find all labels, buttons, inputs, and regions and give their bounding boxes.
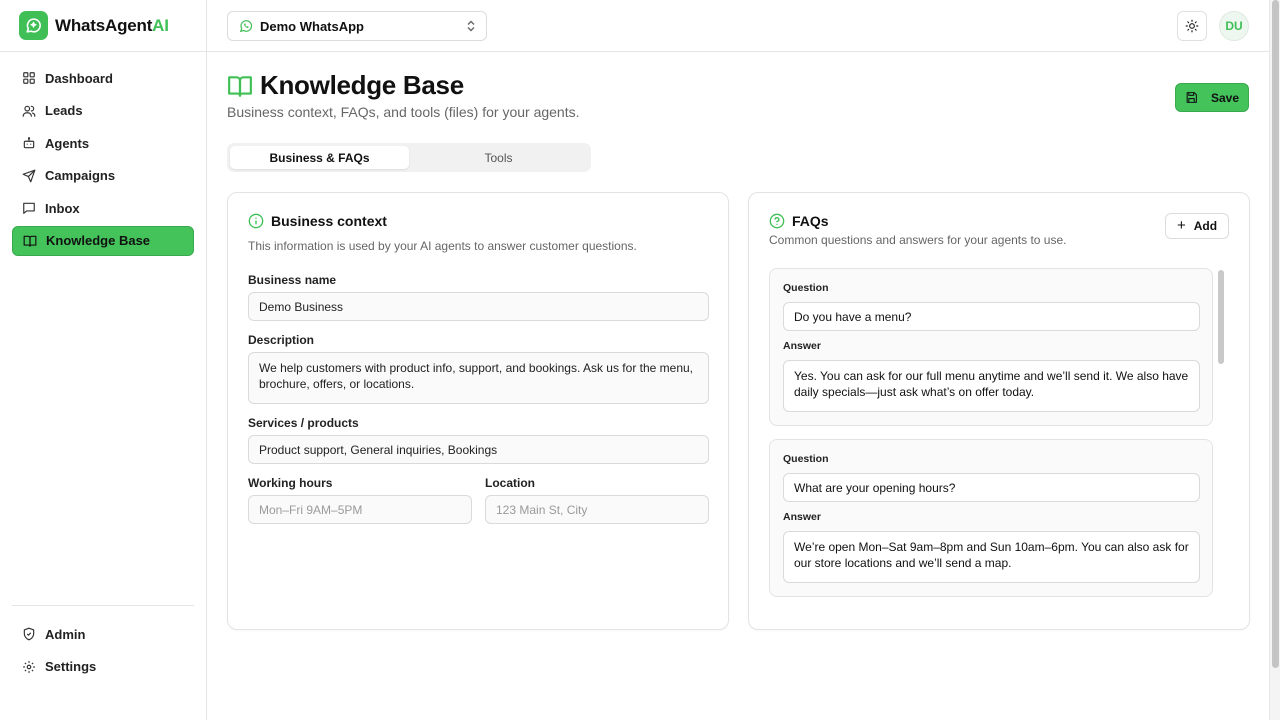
business-name-label: Business name bbox=[248, 273, 337, 287]
sidebar-item-label: Admin bbox=[45, 626, 86, 642]
whatsapp-icon bbox=[239, 19, 253, 33]
book-icon bbox=[227, 73, 253, 99]
question-label: Question bbox=[783, 453, 829, 465]
sidebar-bottom-nav bbox=[12, 619, 194, 684]
add-faq-button[interactable] bbox=[1165, 213, 1229, 239]
brand[interactable] bbox=[0, 0, 206, 52]
location-label: Location bbox=[485, 476, 535, 490]
gear-icon bbox=[22, 660, 36, 674]
sparkle-chat-icon bbox=[19, 11, 48, 40]
business-context-card bbox=[227, 192, 729, 630]
description-textarea[interactable]: We help customers with product info, support, and bookings. Ask us for the menu, brochure, offers, or locations. bbox=[248, 352, 709, 404]
sidebar-item-admin[interactable] bbox=[12, 619, 194, 649]
working-hours-input[interactable]: Mon–Fri 9AM–5PM bbox=[248, 495, 472, 524]
info-icon bbox=[248, 213, 264, 229]
question-input[interactable]: What are your opening hours? bbox=[783, 473, 1200, 502]
services-input[interactable]: Product support, General inquiries, Bookings bbox=[248, 435, 709, 464]
location-input[interactable]: 123 Main St, City bbox=[485, 495, 709, 524]
sidebar-item-label: Agents bbox=[45, 135, 90, 151]
faq-list bbox=[769, 268, 1213, 608]
faqs-header bbox=[769, 213, 829, 229]
sidebar-item-label: Settings bbox=[45, 659, 97, 674]
faqs-card bbox=[748, 192, 1250, 630]
sidebar-nav bbox=[12, 63, 194, 258]
page-subtitle: Business context, FAQs, and tools (files) for your agents. bbox=[227, 104, 580, 120]
avatar[interactable]: DU bbox=[1219, 11, 1249, 41]
add-faq-label: Add bbox=[1193, 219, 1218, 233]
sidebar-item-leads[interactable] bbox=[12, 96, 194, 126]
faq-item bbox=[769, 439, 1213, 597]
answer-label: Answer bbox=[783, 511, 821, 523]
sidebar-item-label: Campaigns bbox=[45, 168, 116, 183]
tab-business-faqs[interactable]: Business & FAQs bbox=[230, 146, 409, 169]
sidebar-item-label: Dashboard bbox=[45, 70, 113, 86]
workspace-select[interactable] bbox=[227, 11, 487, 41]
send-icon bbox=[22, 169, 36, 183]
sidebar-item-agents[interactable] bbox=[12, 128, 194, 158]
question-input[interactable]: Do you have a menu? bbox=[783, 302, 1200, 331]
sidebar-item-inbox[interactable] bbox=[12, 193, 194, 223]
answer-textarea[interactable]: Yes. You can ask for our full menu anytime and we’ll send it. We also have daily specials—just ask what’s on offer today. bbox=[783, 360, 1200, 412]
faq-scrollbar-thumb[interactable] bbox=[1218, 270, 1224, 364]
theme-toggle-button[interactable] bbox=[1177, 11, 1207, 41]
sidebar-divider bbox=[12, 605, 194, 606]
bot-icon bbox=[22, 136, 36, 150]
brand-name-main: WhatsAgent bbox=[55, 15, 153, 35]
sidebar-item-label: Knowledge Base bbox=[46, 233, 151, 248]
business-context-header bbox=[248, 213, 387, 229]
sidebar-item-label: Leads bbox=[45, 103, 83, 118]
working-hours-label: Working hours bbox=[248, 476, 333, 490]
answer-label: Answer bbox=[783, 340, 821, 352]
sidebar-item-dashboard[interactable] bbox=[12, 63, 194, 93]
question-label: Question bbox=[783, 282, 829, 294]
tabs bbox=[227, 143, 591, 172]
answer-textarea[interactable]: We’re open Mon–Sat 9am–8pm and Sun 10am–6pm. You can also ask for our store locations and we’ll send a map. bbox=[783, 531, 1200, 583]
topbar bbox=[207, 0, 1269, 52]
message-icon bbox=[22, 201, 36, 215]
brand-name-accent: AI bbox=[152, 15, 169, 35]
plus-icon: + bbox=[1176, 217, 1186, 234]
sidebar-item-campaigns[interactable] bbox=[12, 161, 194, 191]
page-scrollbar[interactable] bbox=[1269, 0, 1280, 720]
services-label: Services / products bbox=[248, 416, 359, 430]
page-title: Knowledge Base bbox=[260, 70, 464, 100]
chevron-up-down-icon bbox=[466, 20, 476, 32]
faq-scrollbar[interactable] bbox=[1217, 268, 1225, 608]
page-header bbox=[227, 70, 464, 101]
workspace-name: Demo WhatsApp bbox=[260, 18, 364, 34]
sidebar-item-label: Inbox bbox=[45, 200, 80, 216]
faq-item bbox=[769, 268, 1213, 426]
sidebar-item-settings[interactable] bbox=[12, 652, 194, 682]
faqs-description: Common questions and answers for your agents to use. bbox=[769, 233, 1067, 247]
faqs-title: FAQs bbox=[792, 213, 829, 229]
sun-icon bbox=[1185, 19, 1199, 33]
book-icon bbox=[23, 234, 37, 248]
save-button[interactable] bbox=[1175, 83, 1249, 112]
business-context-title: Business context bbox=[271, 213, 387, 229]
sidebar-item-knowledge-base[interactable] bbox=[12, 226, 194, 256]
help-circle-icon bbox=[769, 213, 785, 229]
users-icon bbox=[22, 104, 36, 118]
tab-tools[interactable]: Tools bbox=[484, 150, 513, 165]
save-icon bbox=[1185, 91, 1198, 104]
grid-icon bbox=[22, 71, 36, 85]
save-button-label: Save bbox=[1210, 90, 1240, 105]
page-scrollbar-thumb[interactable] bbox=[1272, 0, 1279, 668]
business-context-description: This information is used by your AI agents to answer customer questions. bbox=[248, 239, 637, 253]
sidebar bbox=[0, 0, 207, 720]
business-name-input[interactable]: Demo Business bbox=[248, 292, 709, 321]
brand-name bbox=[55, 16, 169, 36]
description-label: Description bbox=[248, 333, 315, 347]
shield-icon bbox=[22, 627, 36, 641]
